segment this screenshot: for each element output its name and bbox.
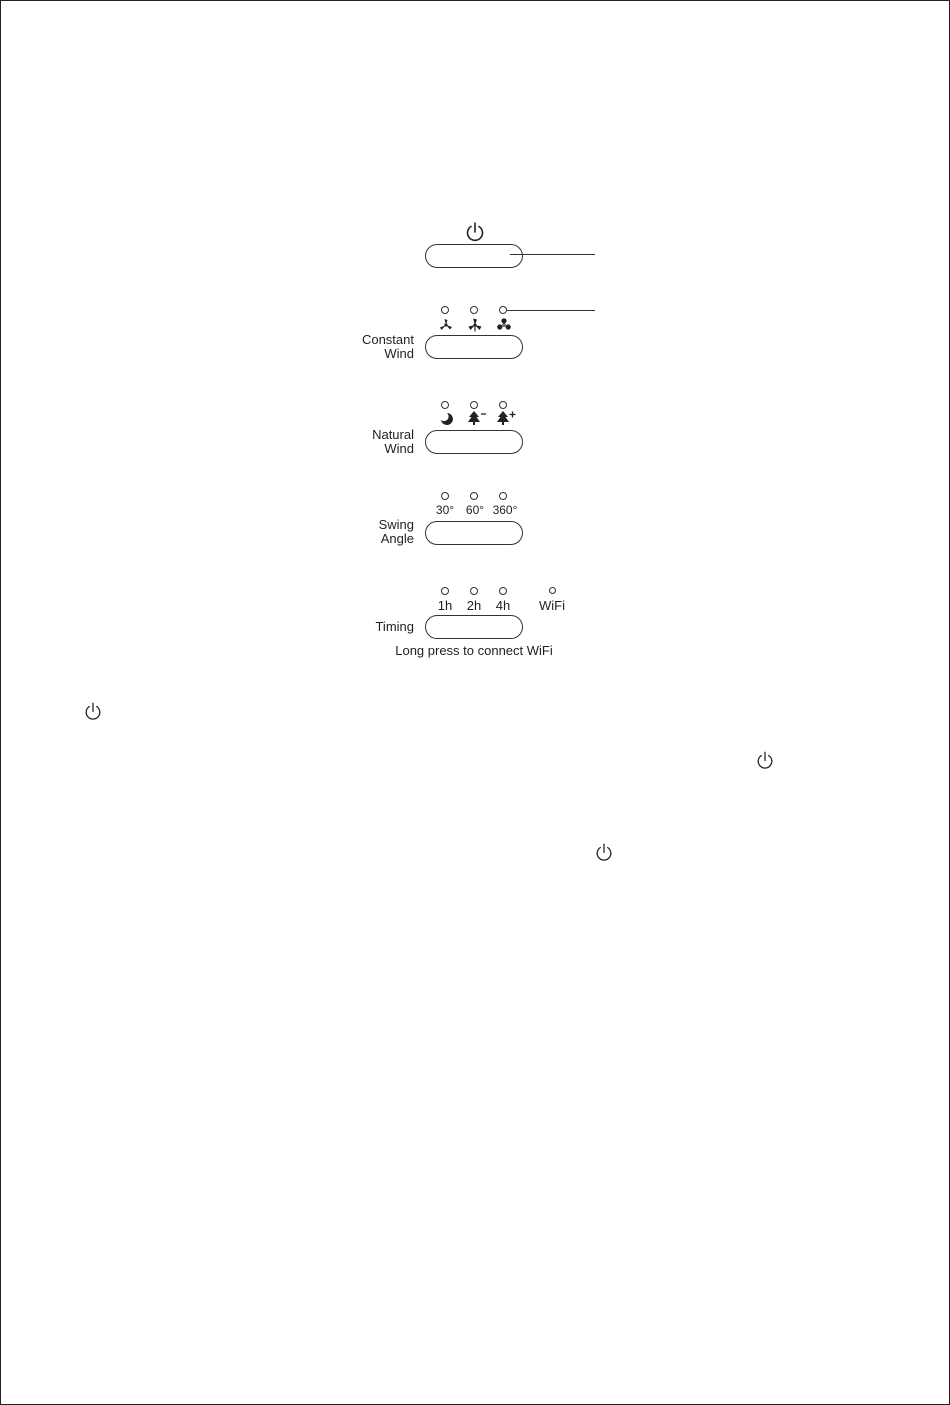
fan-high-indicator xyxy=(499,306,507,314)
sleep-indicator xyxy=(441,401,449,409)
fan-low-indicator xyxy=(441,306,449,314)
power-icon xyxy=(464,221,486,243)
swing-option-360: 360° xyxy=(492,503,518,517)
swing-angle-label-line2: Angle xyxy=(380,531,414,546)
timing-label: Timing xyxy=(375,619,414,634)
swing-angle-button[interactable] xyxy=(425,521,523,545)
timer-option-1h: 1h xyxy=(437,598,453,613)
timing-button[interactable] xyxy=(425,615,523,639)
timer-option-2h: 2h xyxy=(466,598,482,613)
power-icon xyxy=(83,701,103,722)
wifi-instruction-note: Long press to connect WiFi xyxy=(395,643,553,658)
timer-1h-indicator xyxy=(441,587,449,595)
fan-medium-icon xyxy=(467,318,483,332)
natural-wind-label-line1: Natural xyxy=(372,427,414,442)
natural-plus-icon xyxy=(495,410,517,426)
sleep-moon-icon xyxy=(438,411,454,427)
indicator-leader-line xyxy=(507,310,595,311)
fan-medium-indicator xyxy=(470,306,478,314)
natural-plus-indicator xyxy=(499,401,507,409)
timer-2h-indicator xyxy=(470,587,478,595)
constant-wind-label-line2: Wind xyxy=(384,346,414,361)
swing-360-indicator xyxy=(499,492,507,500)
natural-minus-indicator xyxy=(470,401,478,409)
swing-30-indicator xyxy=(441,492,449,500)
swing-angle-label-line1: Swing xyxy=(378,517,414,532)
natural-wind-label-line2: Wind xyxy=(384,441,414,456)
natural-wind-button[interactable] xyxy=(425,430,523,454)
timer-option-4h: 4h xyxy=(495,598,511,613)
timer-4h-indicator xyxy=(499,587,507,595)
power-button[interactable] xyxy=(425,244,523,268)
power-leader-line xyxy=(510,254,595,255)
fan-low-icon xyxy=(438,318,454,332)
power-icon xyxy=(755,750,775,771)
natural-minus-icon xyxy=(466,410,488,426)
constant-wind-button[interactable] xyxy=(425,335,523,359)
wifi-label: WiFi xyxy=(539,598,565,613)
fan-high-icon xyxy=(496,318,512,332)
power-icon xyxy=(594,842,614,863)
swing-option-30: 30° xyxy=(435,503,455,517)
swing-option-60: 60° xyxy=(465,503,485,517)
constant-wind-label-line1: Constant xyxy=(361,332,414,347)
wifi-indicator xyxy=(549,587,556,594)
swing-60-indicator xyxy=(470,492,478,500)
